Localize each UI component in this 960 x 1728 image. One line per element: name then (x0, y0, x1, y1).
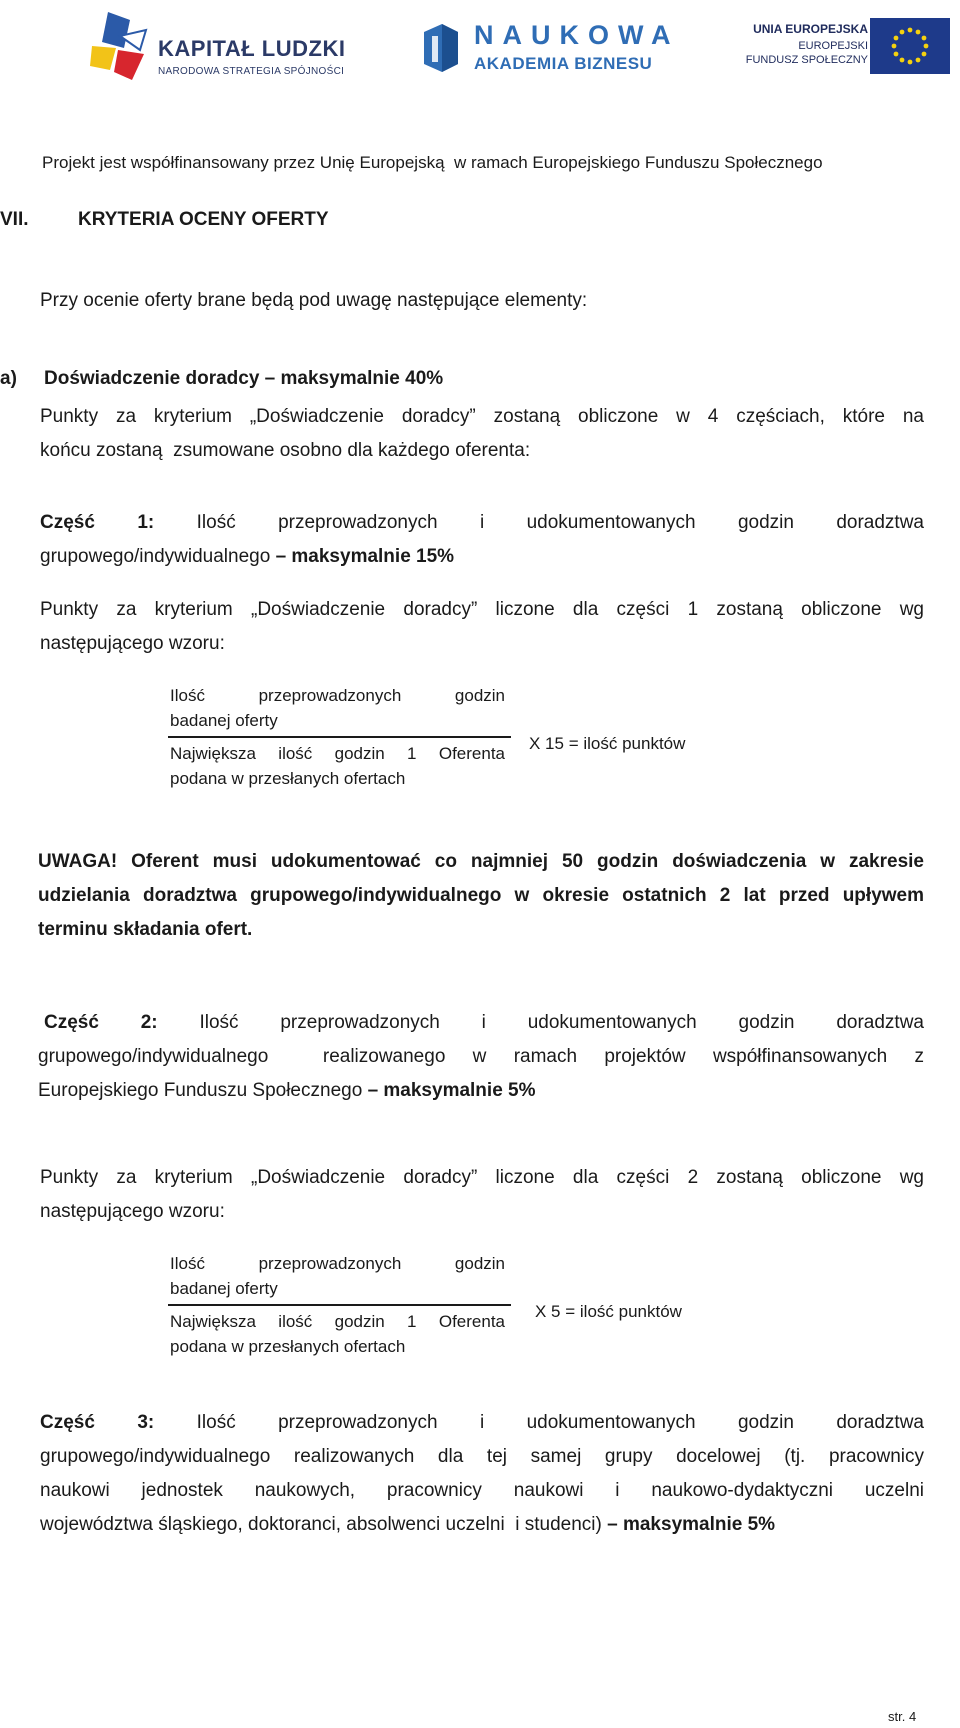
eu-flag-icon (870, 18, 950, 74)
eu-fund-line2: FUNDUSZ SPOŁECZNY (745, 54, 868, 66)
part1-formula-numerator-line2: badanej oferty (170, 711, 278, 730)
eu-fund-line1: EUROPEJSKI (798, 40, 868, 52)
project-cofinancing-note: Projekt jest współfinansowany przez Unię Europejską w ramach Europejskiego Funduszu Społecznego (42, 153, 823, 172)
part1-formula-denominator-line2: podana w przesłanych ofertach (170, 769, 406, 788)
part2-line3-text: Europejskiego Funduszu Społecznego (38, 1080, 368, 1101)
part2-formula-denominator-line2: podana w przesłanych ofertach (170, 1337, 406, 1356)
part2-max: – maksymalnie 5% (367, 1080, 536, 1101)
naukowa-akademia-logo (420, 20, 680, 76)
part3-label: Część 3: (40, 1412, 155, 1433)
part1-line2 (40, 540, 454, 574)
part2-label: Część 2: (44, 1012, 158, 1033)
eu-title: UNIA EUROPEJSKA (753, 22, 868, 36)
part3-text: Ilość przeprowadzonych i udokumentowanych godzin doradztwa (196, 1412, 925, 1433)
part3-line4 (40, 1508, 775, 1542)
part3-line4-text: województwa śląskiego, doktoranci, absolwenci uczelni i studenci) (40, 1514, 608, 1535)
part2-formula-result: X 5 = ilość punktów (535, 1302, 682, 1321)
part1-line2-text: grupowego/indywidualnego (40, 546, 276, 567)
part1-label: Część 1: (40, 512, 155, 533)
kapital-ludzki-emblem-icon (88, 8, 150, 90)
part2-line2: grupowego/indywidualnego realizowanego w ramach projektów współfinansowanych z (38, 1046, 924, 1067)
part1-formula-desc-line1: Punkty za kryterium „Doświadczenie doradcy” liczone dla części 1 zostaną obliczone wg (40, 599, 924, 620)
part2-text: Ilość przeprowadzonych i udokumentowanych godzin doradztwa (199, 1012, 924, 1033)
eu-logo (720, 18, 950, 74)
part1-fraction-bar (168, 736, 511, 738)
intro-paragraph: Przy ocenie oferty brane będą pod uwagę następujące elementy: (40, 290, 588, 311)
warning-line3: terminu składania ofert. (38, 919, 253, 940)
part1-formula-result: X 15 = ilość punktów (529, 734, 686, 753)
point-a-title: Doświadczenie doradcy – maksymalnie 40% (44, 368, 444, 389)
kapital-ludzki-title: KAPITAŁ LUDZKI (158, 36, 346, 61)
part3-max: – maksymalnie 5% (607, 1514, 776, 1535)
part2-formula-numerator-line1: Ilość przeprowadzonych godzin (170, 1254, 505, 1273)
part1-formula-numerator-line1: Ilość przeprowadzonych godzin (170, 686, 505, 705)
part1-line1 (40, 506, 924, 540)
point-a-description-line2: końcu zostaną zsumowane osobno dla każdego oferenta: (40, 440, 531, 461)
naukowa-akademia-emblem-icon (420, 22, 462, 72)
point-a-description-line1: Punkty za kryterium „Doświadczenie doradcy” zostaną obliczone w 4 częściach, które na (40, 406, 924, 427)
part2-fraction-bar (168, 1304, 511, 1306)
part1-text: Ilość przeprowadzonych i udokumentowanych godzin doradztwa (196, 512, 925, 533)
part2-formula-numerator-line2: badanej oferty (170, 1279, 278, 1298)
section-number: VII. (0, 209, 29, 230)
warning-line2: udzielania doradztwa grupowego/indywidualnego w okresie ostatnich 2 lat przed upływem (38, 885, 924, 906)
part1-max: – maksymalnie 15% (275, 546, 455, 567)
part3-line3: naukowi jednostek naukowych, pracownicy naukowi i naukowo-dydaktyczni uczelni (40, 1480, 924, 1501)
kapital-ludzki-logo (88, 8, 348, 90)
part1-formula-desc-line2: następującego wzoru: (40, 633, 225, 654)
part2-formula-desc-line1: Punkty za kryterium „Doświadczenie doradcy” liczone dla części 2 zostaną obliczone wg (40, 1167, 924, 1188)
akademia-biznesu-subtitle: AKADEMIA BIZNESU (474, 54, 653, 73)
part3-line2: grupowego/indywidualnego realizowanych dla tej samej grupy docelowej (tj. pracownicy (40, 1446, 924, 1467)
warning-line1: UWAGA! Oferent musi udokumentować co najmniej 50 godzin doświadczenia w zakresie (38, 851, 924, 872)
page-number: str. 4 (888, 1709, 917, 1724)
kapital-ludzki-subtitle: NARODOWA STRATEGIA SPÓJNOŚCI (158, 66, 345, 77)
part2-formula-desc-line2: następującego wzoru: (40, 1201, 225, 1222)
part2-line1 (44, 1006, 924, 1040)
part2-formula-denominator-line1: Największa ilość godzin 1 Oferenta (170, 1312, 505, 1331)
point-a-marker: a) (0, 368, 17, 389)
naukowa-title: NAUKOWA (474, 20, 680, 50)
part1-formula-denominator-line1: Największa ilość godzin 1 Oferenta (170, 744, 505, 763)
part2-line3 (38, 1074, 536, 1108)
section-title: KRYTERIA OCENY OFERTY (78, 209, 329, 230)
part3-line1 (40, 1406, 924, 1440)
